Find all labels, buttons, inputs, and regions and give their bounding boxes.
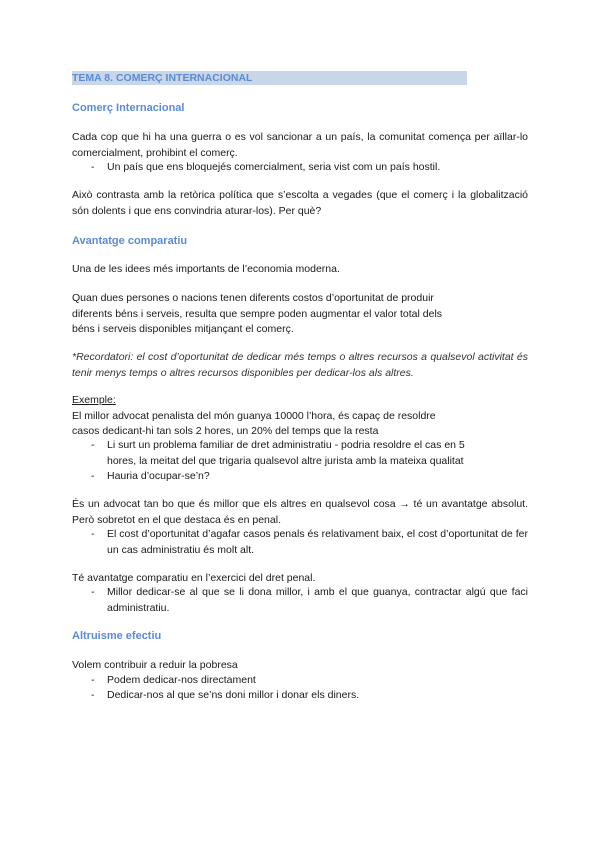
paragraph: Té avantatge comparatiu en l’exercici del dret penal. [72,572,316,584]
paragraph: Volem contribuir a reduir la pobresa [72,659,238,671]
list-item-line: hores, la meitat del que trigaria qualsevol altre jurista amb la mateixa qualitat [107,454,464,467]
bullet-dash: - [91,586,95,598]
paragraph: És un advocat tan bo que és millor que els altres en qualsevol cosa → té un avantatge absolut. Però sobretot en el que destaca és en penal. [72,498,528,526]
example-block [72,393,528,440]
paragraph-line: béns i serveis disponibles mitjançant el comerç. [72,323,294,335]
list-item-text: Podem dedicar-nos directament [107,674,256,686]
list-item-text: Dedicar-nos al que se’ns doni millor i donar els diners. [107,689,360,701]
bullet-dash: - [91,528,95,540]
paragraph-line: casos dedicant-hi tan sols 2 hores, un 20% del temps que la resta [72,425,379,437]
list-item-text: Hauria d’ocupar-se’n? [107,470,210,482]
heading-avantatge-comparatiu: Avantatge comparatiu [72,235,188,247]
paragraph: Això contrasta amb la retòrica política que s’escolta a vegades (que el comerç i la globalització són dolents i que ens convindria aturar-los). Per què? [72,189,528,217]
heading-comerc-internacional: Comerç Internacional [72,102,185,114]
list-item-text: El cost d’oportunitat d’agafar casos penals és relativament baix, el cost d’oportunitat de fer un cas administratiu és molt alt. [107,528,528,556]
example-label: Exemple: [72,394,116,406]
bullet-dash: - [91,689,95,701]
paragraph: Una de les idees més importants de l’economia moderna. [72,263,340,275]
paragraph [72,291,528,338]
bullet-dash: - [91,161,95,173]
paragraph-line: El millor advocat penalista del món guanya 10000 l’hora, és capaç de resoldre [72,409,436,422]
list-item-line: Li surt un problema familiar de dret administratiu - podria resoldre el cas en 5 [107,439,465,451]
bullet-dash: - [91,439,95,451]
reminder-note: *Recordatori: el cost d’oportunitat de dedicar més temps o altres recursos a qualsevol activitat és tenir menys temps o altres recursos disponibles per dedicar-los als altres. [72,351,528,379]
bullet-dash: - [91,470,95,482]
paragraph: Cada cop que hi ha una guerra o es vol sancionar a un país, la comunitat comença per aïllar-lo comercialment, prohibint el comerç. [72,131,528,159]
bullet-dash: - [91,674,95,686]
list-item-text [107,438,528,469]
list-item-text: Un país que ens bloquejés comercialment, seria vist com un país hostil. [107,161,441,173]
document-title: TEMA 8. COMERÇ INTERNACIONAL [72,71,467,85]
paragraph-line: Quan dues persones o nacions tenen diferents costos d’oportunitat de produir [72,292,434,304]
heading-altruisme-efectiu: Altruisme efectiu [72,630,162,642]
paragraph-line: diferents béns i serveis, resulta que sempre poden augmentar el valor total dels [72,307,443,320]
list-item-text: Millor dedicar-se al que se li dona millor, i amb el que guanya, contractar algú que faci administratiu. [107,586,528,614]
